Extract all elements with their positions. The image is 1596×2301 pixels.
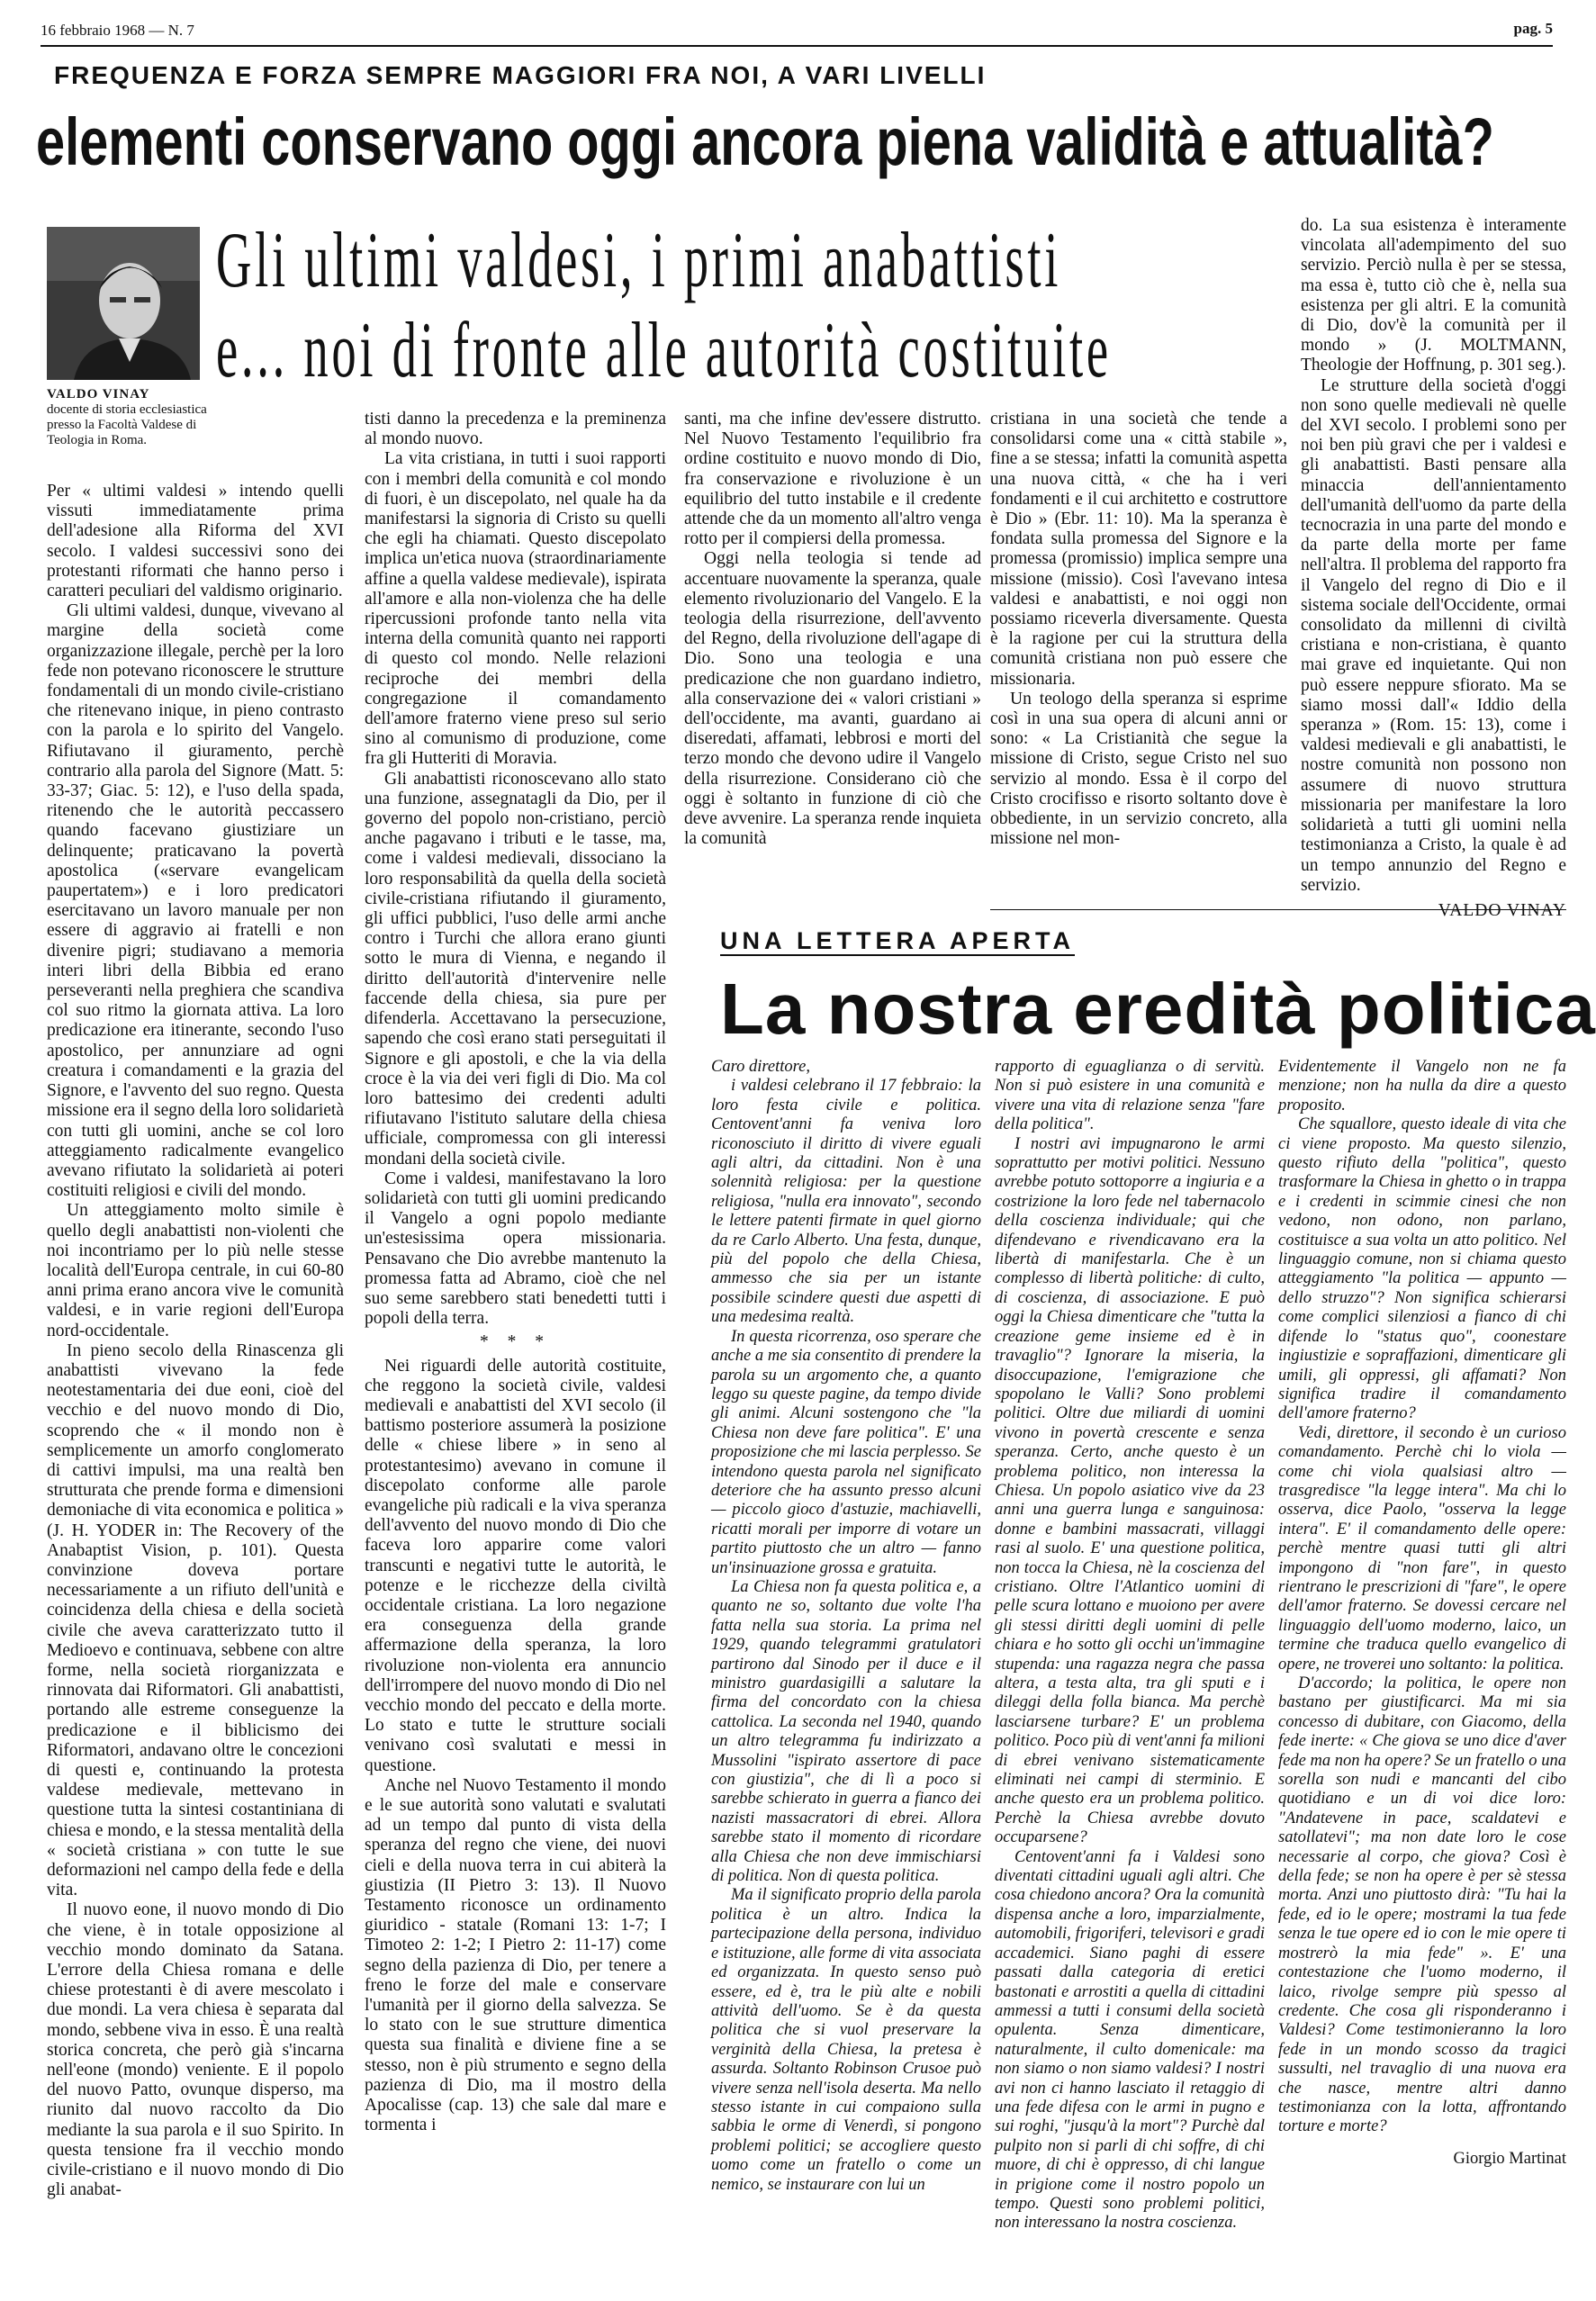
- article1-column-1: [47, 482, 344, 2282]
- paragraph: Un teologo della speranza si esprime così in una sua opera di alcuni anni or sono: « La Cristianità che segue la missione di Cristo, segue Cristo nel suo servizio al mondo. Essa è il corpo del Cristo crocifisso e risorto soltanto dove è obbediente, in un servizio concreto, alla missione nel mon-: [990, 689, 1287, 849]
- paragraph: In pieno secolo della Rinascenza gli anabattisti vivevano la fede neotestamentaria dei due eoni, cioè del vecchio e del nuovo mondo di Dio, scoprendo che « il mondo non è semplicemente un amorfo conglomerato di cattivi impulsi, ma una realtà ben strutturata che prende forma e dimensioni demoniache di vita economica e politica » (J. H. YODER in: The Recovery of the Anabaptist Vision, p. 101). Questa convinzione doveva portare necessariamente a un rifiuto dell'unità e coincidenza della chiesa e della società civile che aveva caratterizzato tutto il Medioevo e continuava, sebbene con altre forme, nella società riorganizzata e rinnovata dai Riformatori. Gli anabattisti, portando alle estreme conseguenze la predicazione e il biblicismo dei Riformatori, andavano oltre le concezioni di questi e, continuando la protesta valdese medievale, mettevano in questione tutta la sintesi costantiniana di chiesa e mondo, e la stessa mentalità della « società cristiana » con tutte le sue deformazioni nel campo della fede e della vita.: [47, 1340, 344, 1900]
- paragraph: Gli ultimi valdesi, dunque, vivevano al margine della società come organizzazione illegale, perchè per la loro fede non potevano riconoscere le strutture fondamentali di un mondo civile-cristiano che ritenevano inique, in pieno contrasto con la parola e lo spirito del Vangelo. Rifiutavano il giuramento, perchè contrario alla parola del Signore (Matt. 5: 33-37; Giac. 5: 12), e l'uso della spada, ritenendo che le autorità peccassero quando facevano giustiziare un delinquente; praticavano la povertà apostolica («servare evangelicam paupertatem») e i loro predicatori esercitavano un lavoro manuale per non essere di aggravio ai fratelli e non divenire pigri; studiavano a memoria interi libri della Bibbia ed erano perseveranti nella preghiera che scandiva col suo ritmo la giornata attiva. La loro predicazione era itinerante, secondo l'uso apostolico, per annunziare ad ogni creatura i comandamenti e la grazia del Signore, e l'avvento del suo regno. Questa missione era il segno della loro solidarietà con tutti gli uomini, anche se col loro atteggiamento radicalmente evangelico avevano rifiutato la solidarietà ai poteri costituiti religiosi e civili del mondo.: [47, 601, 344, 1201]
- paragraph: Come i valdesi, manifestavano la loro solidarietà con tutti gli uomini predicando il Vangelo a ogni popolo mediante un'estesissima opera missionaria. Pensavano che Dio avrebbe mantenuto la promessa fatta ad Abramo, cioè che nel suo seme sarebbero stati benedetti tutti i popoli della terra.: [365, 1169, 666, 1329]
- title-line-2: e... noi di fronte alle autorità costituite: [216, 307, 1112, 394]
- article-kicker: FREQUENZA E FORZA SEMPRE MAGGIORI FRA NOI, A VARI LIVELLI: [54, 61, 987, 89]
- paragraph: La vita cristiana, in tutti i suoi rapporti con i membri della comunità e col mondo di fuori, è un discepolato, nel quale ha da manifestarsi la signoria di Cristo su quelli che egli ha chiamati. Questo discepolato implica un'etica nuova (straordinariamente affine a quella valdese medievale), ispirata all'amore e alla non-violenza che ha delle ripercussioni profonde tanto nella vita interna della comunità quanto nei rapporti di questo col mondo. Nelle relazioni reciproche dei membri della congregazione il comandamento dell'amore fraterno viene preso sul serio sino al comunismo di produzione, come fra gli Hutteriti di Moravia.: [365, 449, 666, 769]
- section-divider: [990, 909, 1566, 910]
- paragraph: Il nuovo eone, il nuovo mondo di Dio che viene, è in totale opposizione al vecchio mondo dominato da Satana. L'errore della Chiesa romana e delle chiese protestanti è di avere mescolato i due mondi. La vera chiesa è separata dal mondo, sebbene viva in esso. È una realtà storica concreta, che però già s'incarna nell'eone (mondo) veniente. E il popolo del nuovo Patto, ovunque disperso, ma riunito dal nuovo raccolto da Dio mediante la sua parola e il suo Spirito. In questa tensione fra il vecchio mondo civile-cristiano e il nuovo mondo di Dio gli anabat-: [47, 1900, 344, 2200]
- article1-column-2: [365, 410, 666, 2282]
- paragraph: D'accordo; la politica, le opere non bastano per giustificarci. Ma mi sia concesso di dubitare, con Giacomo, della fede inerte: « Che giova se uno dice d'aver fede ma non ha opere? Se un fratello o una sorella son nudi e mancanti del cibo quotidiano e un di voi dice loro: "Andatevene in pace, scaldatevi e satollatevi"; ma non date loro le cose necessarie al corpo, che giova? Così è della fede; se non ha opere è per sè stessa morta. Anzi uno piuttosto dirà: "Tu hai la fede, ed io le opere; mostrami la tua fede senza le tue opere ed io con le mie opere ti mostrerò la mia fede" ». E' una contestazione che l'uomo moderno, il laico, rivolge sempre più spesso al credente. Che cosa gli risponderanno i Valdesi? Come testimonieranno la loro fede in un mondo scosso da tragici sussulti, nel travaglio di una nuova era che nasce, mentre altri danno testimonianza con la lotta, affrontando torture e morte?: [1278, 1674, 1566, 2136]
- paragraph: La Chiesa non fa questa politica e, a quanto ne so, soltanto due volte l'ha fatta nella sua storia. La prima nel 1929, quando telegrammi gratulatori partirono dal Sinodo per il duce e il ministro guardasigilli a salutare la firma del concordato con la chiesa cattolica. La seconda nel 1940, quando un altro telegramma fu indirizzato a Mussolini "ispirato assertore di pace con giustizia", che di lì a poco si sarebbe schierato in guerra a fianco dei nazisti massacratori di ebrei. Allora sarebbe stato il momento di ricordare alla Chiesa che non deve immischiarsi di politica. Non di questa politica.: [711, 1577, 981, 1886]
- paragraph: Vedi, direttore, il secondo è un curioso comandamento. Perchè chi lo viola — come chi viola qualsiasi altro — trasgredisce "la legge intera". Ma chi lo osserva, dice Paolo, "osserva la legge intera". E' il comandamento delle opere: perchè mentre quasi tutti gli altri impongono di "non fare", in questo rientrano le prescrizioni di "fare", le opere dell'amor fraterno. Se dovessi cercare nel linguaggio dell'uomo moderno, laico, un termine che traduca quello evangelico di opere, ne troverei uno soltanto: la politica.: [1278, 1423, 1566, 1674]
- paragraph: Per « ultimi valdesi » intendo quelli vissuti immediatamente prima dell'adesione alla Riforma del XVI secolo. I valdesi successivi sono dei protestanti riformati che hanno perso i caratteri peculiari del valdismo originario.: [47, 482, 344, 601]
- title-line-1: Gli ultimi valdesi, i primi anabattisti: [216, 217, 1062, 304]
- caption-name: VALDO VINAY: [47, 387, 150, 402]
- paragraph: I nostri avi impugnarono le armi soprattutto per motivi politici. Nessuno avrebbe potuto sottoporre a ingiuria e a costrizione la loro fede nel tabernacolo della coscienza individuale; qui che difendevano e rivendicavano era la libertà di manifestarla. Che è un complesso di libertà politiche: di culto, di coscienza, di associazione. E può oggi la Chiesa dimenticare che "tutta la creazione geme insieme ed è in travaglio"? Ignorare la miseria, la disoccupazione, l'emigrazione che spopolano le Valli? Sono problemi politici. Oltre due miliardi di uomini vivono in povertà crescente e senza speranza. Certo, anche questo è un problema politico, non interessa la Chiesa. Un popolo asiatico vive da 23 anni una guerra lunga e sanguinosa: donne e bambini massacrati, villaggi rasi al suolo. E' una questione politica, non tocca la Chiesa, nè la coscienza del cristiano. Oltre l'Atlantico uomini di pelle scura lottano e muoiono per avere gli stessi diritti degli uomini di pelle chiara e ho sotto gli occhi un'immagine stupenda: una ragazza negra che passa altera, a testa alta, tra gli sputi e i dileggi della folla bianca. Ma perchè lasciarsene turbare? E' un problema politico. Poco più di vent'anni fa milioni di ebrei venivano sistematicamente eliminati nei campi di sterminio. E anche questo era un problema politico. Perchè la Chiesa avrebbe dovuto occuparsene?: [995, 1134, 1265, 1847]
- letter-column-1: [711, 1058, 981, 2291]
- paragraph: do. La sua esistenza è interamente vincolata all'adempimento del suo servizio. Perciò nulla è per se stessa, ma essa è, tutto ciò che è, nella sua esistenza per gli altri. E la comunità di Dio, dov'è la comunità per il mondo » (J. MOLTMANN, Theologie der Hoffnung, p. 301 seg.).: [1301, 216, 1566, 375]
- paragraph: Anche nel Nuovo Testamento il mondo e le sue autorità sono valutati e svalutati ad un tempo dal punto di vista della speranza del regno che viene, dei nuovi cieli e della nuova terra in cui abiterà la giustizia (II Pietro 3: 13). Il Nuovo Testamento riconosce un ordinamento giuridico - statale (Romani 13: 1-7; I Timoteo 2: 1-2; I Pietro 2: 11-17) come segno della pazienza di Dio, per tenere a freno le forze del male e conservare l'umanità per il giorno della salvezza. Se lo stato con le sue strutture dimentica questa sua finalità e diviene fine a se stesso, non è più strumento e segno della pazienza di Dio, ma il mostro della Apocalisse (cap. 13) che sale dal mare e tormenta i: [365, 1775, 666, 2135]
- paragraph: santi, ma che infine dev'essere distrutto. Nel Nuovo Testamento l'equilibrio fra ordine costituito e nuovo mondo di Dio, fra conservazione e rivoluzione è un equilibrio del tutto instabile e il credente attende che da un momento all'altro venga rotto per il compiersi della promessa.: [684, 410, 981, 549]
- paragraph: cristiana in una società che tende a consolidarsi come una « città stabile », fine a se stessa; infatti la comunità aspetta una nuova città, « che ha i veri fondamenti e il cui architetto e costruttore è Dio » (Ebr. 11: 10). Ma la speranza è fondata sulla promessa del Signore e la promessa (promissio) implica sempre una missione (missio). Così l'avevano intesa valdesi e anabattisti, e noi oggi non possiamo riceverla diversamente. Questa è la ragione per cui la struttura della comunità cristiana non può essere che missionaria.: [990, 410, 1287, 689]
- article1-column-5: [1301, 216, 1566, 920]
- portrait-photo-icon: [47, 227, 200, 380]
- section-separator: * * *: [480, 1332, 551, 1352]
- paragraph: tisti danno la precedenza e la preminenza al mondo nuovo.: [365, 410, 666, 449]
- paragraph: Oggi nella teologia si tende ad accentuare nuovamente la speranza, quale elemento rivoluzionario del Vangelo. E la teologia della risurrezione, dell'avvento del Regno, della rivoluzione dell'agape di Dio. Sono una teologia e una predicazione che non guardano indietro, alla conservazione dei « valori cristiani » dell'occidente, ma avanti, guardano ai diseredati, affamati, lebbrosi e morti del terzo mondo che devono udire il Vangelo della risurrezione. Considerano ciò che oggi è soltanto in funzione di ciò che deve avvenire. La speranza rende inquieta la comunità: [684, 549, 981, 849]
- page-number: pag. 5: [1513, 20, 1553, 37]
- photo-caption: [47, 387, 209, 448]
- paragraph: Che squallore, questo ideale di vita che ci viene proposto. Ma questo silenzio, questo rifiuto della "politica", questo trasformare la Chiesa in ghetto o in trappa e i credenti in scimmie cinesi che non vedono, non odono, non parlano, costituisce a sua volta un atto politico. Nel linguaggio comune, non si chiama questo atteggiamento "la politica — appunto — dello struzzo"? Non significa schierarsi come complici silenziosi a fianco di chi difende lo "status quo", coonestare ingiustizie e sopraffazioni, dimenticare gli umili, gli oppressi, gli affamati? Non significa tradire il comandamento dell'amore fraterno?: [1278, 1115, 1566, 1423]
- letter-title: La nostra eredità politica: [720, 969, 1596, 1049]
- letter-kicker-text: UNA LETTERA APERTA: [720, 927, 1075, 954]
- salutation: Caro direttore,: [711, 1058, 810, 1076]
- paragraph: Un atteggiamento molto simile è quello degli anabattisti non-violenti che noi incontriamo per lo più nelle stesse località dell'Europa centrale, in cui 60-80 anni prima erano ancora vive le comunità valdesi, e in varie regioni dell'Europa nord-occidentale.: [47, 1201, 344, 1340]
- paragraph: Gli anabattisti riconoscevano allo stato una funzione, assegnatagli da Dio, per il governo del popolo non-cristiano, perciò anche pagavano i tributi e le tasse, ma, come i valdesi medievali, dissociano la loro responsabilità da quella della società civile-cristiana rifiutando il giuramento, gli uffici pubblici, l'uso delle armi anche contro i Turchi che allora erano giunti sotto le mura di Vienna, e negando il diritto dell'autorità d'intervenire nelle faccende della chiesa, sia pure per difenderla. Accettavano la persecuzione, sapendo che così erano stati perseguitati il Signore e gli apostoli, e che la via della croce è la via dei veri figli di Dio. Ma col loro battesimo dei credenti adulti rifiutavano l'istituto salutare della chiesa ufficiale, compromessa con gli interessi mondani della società civile.: [365, 769, 666, 1169]
- paragraph: Ma il significato proprio della parola politica è un altro. Indica la partecipazione della persona, individuo e istituzione, alle forme di vita associata ed organizzata. In questo senso può essere, ed è, tra le più alte e nobili attività dell'uomo. Se è da questa politica che si vuol preservare la verginità della Chiesa, la pretesa è assurda. Soltanto Robinson Crusoe può vivere senza nell'isola deserta. Ma nello stesso istante in cui compaiono sulla sabbia le orme di Venerdì, si pongono problemi politici; se accogliere questo uomo come un fratello o come un nemico, se instaurare con lui un: [711, 1886, 981, 2194]
- article1-signature: VALDO VINAY: [1438, 900, 1566, 920]
- article-headline: elementi conservano oggi ancora piena validità e attualità?: [36, 104, 1494, 179]
- paragraph: Evidentemente il Vangelo non ne fa menzione; non ha nulla da dire a questo proposito.: [1278, 1058, 1566, 1114]
- paragraph: Centovent'anni fa i Valdesi sono diventati cittadini uguali agli altri. Che cosa chiedono ancora? Ora la comunità dispensa anche a loro, imparzialmente, automobili, frigoriferi, televisori e gradi accademici. Siano paghi di essere passati dalla categoria di eretici bastonati e arrostiti a quella di cittadini ammessi a tutti i consumi della società opulenta. Senza dimenticare, naturalmente, il culto domenicale: ma non siamo o non siamo valdesi? I nostri avi non ci hanno lasciato il retaggio di una fede difesa con le armi in pugno e sui roghi, "jusqu'à la mort"? Purchè dal pulpito non si parli di chi soffre, di chi muore, di chi è oppresso, di chi langue in prigione come il nostro popolo un tempo. Questi sono problemi politici, non interessano la nostra coscienza.: [995, 1847, 1265, 2233]
- paragraph: In questa ricorrenza, oso sperare che anche a me sia consentito di prendere la parola su un argomento che, a quanto leggo su queste pagine, da tempo divide gli animi. Alcuni sostengono che "la Chiesa non deve fare politica". E' una proposizione che mi lascia perplesso. Se intendono questa parola nel significato deteriore che ha assunto presso alcuni — piccolo gioco d'astuzie, machiavelli, ricatti morali per imporre di votare un partito piuttosto che un altro — fanno un'insinuazione grossa e gratuita.: [711, 1327, 981, 1577]
- paragraph: Le strutture della società d'oggi non sono quelle medievali nè quelle del XVI secolo. I problemi sono per noi ben più gravi che per i valdesi e gli anabattisti. Basti pensare alla minaccia dell'annientamento dell'umanità dell'uomo da parte della tecnocrazia in una parte del mondo e da parte della morte per fame nell'altra. Il problema del rapporto fra il Vangelo del regno di Dio e il sistema sociale dell'Occidente, ormai consolidato da millenni di civiltà cristiana e non-cristiana, è quanto mai grave ed inquietante. Qui non può essere neppure sfiorato. Ma se siamo mossi dall'« Iddio della speranza » (Rom. 15: 13), come i valdesi medievali e gli anabattisti, le nostre comunità non possono non assumere di nuovo struttura missionaria per manifestare la loro solidarietà a tutti gli uomini nella testimonianza a Cristo, la quale è ad un tempo annunzio del Regno e servizio.: [1301, 375, 1566, 895]
- paragraph: rapporto di eguaglianza o di servitù. Non si può esistere in una comunità e vivere una vita di relazione senza "fare della politica".: [995, 1058, 1265, 1134]
- letter-kicker: [720, 927, 1075, 955]
- letter-column-3: [1278, 1058, 1566, 2291]
- paragraph: i valdesi celebrano il 17 febbraio: la loro festa civile e politica. Centovent'anni fa veniva loro riconosciuto il diritto di vivere eguali agli altri, da cittadini. Non è una solennità religiosa: per la questione religiosa, "nulla era innovato", secondo le lettere patenti firmate in quel giorno da re Carlo Alberto. Una festa, dunque, più del popolo che della Chiesa, ammesso che sia per un istante possibile scindere questi due aspetti di una medesima realtà.: [711, 1077, 981, 1327]
- issue-date: 16 febbraio 1968 — N. 7: [41, 22, 194, 39]
- article-title: [216, 216, 1112, 396]
- letter-column-2: [995, 1058, 1265, 2291]
- article1-column-3: [684, 410, 981, 909]
- article1-column-4: [990, 410, 1287, 909]
- paragraph: Nei riguardi delle autorità costituite, che reggono la società civile, valdesi medievali e anabattisti del XVI secolo (il battismo posteriore assumerà la posizione delle « chiese libere » in seno al protestantesimo) avevano in comune il discepolato conforme alle parole evangeliche più radicali e la viva speranza dell'avvento del nuovo mondo di Dio che faceva loro apparire come valori transcunti e negativi tutte le autorità, le potenze e le ricchezze della civiltà occidentale cristiana. La loro negazione era conseguenza della grande affermazione della speranza, la loro rivoluzione non-violenta era annuncio dell'irrompere del nuovo mondo di Dio nel vecchio mondo del peccato e della morte. Lo stato e tutte le strutture sociali venivano così svalutati e messi in questione.: [365, 1356, 666, 1775]
- letter-signature: Giorgio Martinat: [1453, 2149, 1566, 2168]
- running-header: [41, 20, 1553, 47]
- caption-text: docente di storia ecclesiastica presso la Facoltà Valdese di Teologia in Roma.: [47, 402, 207, 447]
